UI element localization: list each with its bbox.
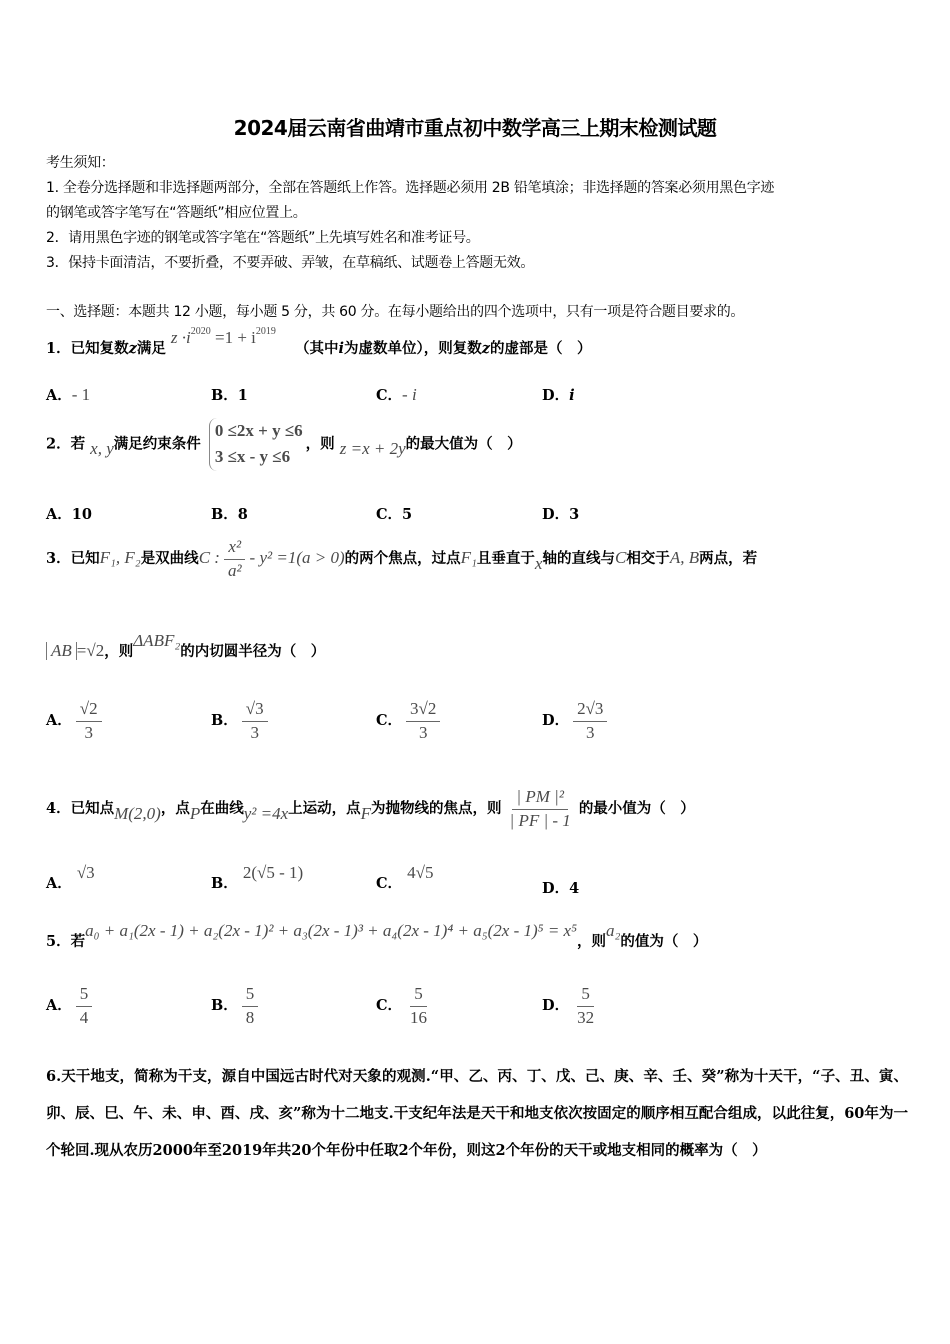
question-text: 两点，若 — [699, 550, 758, 568]
binomial-expansion: a₀ + a₁(2x - 1) + a₂(2x - 1)² + a₃(2x - 1)³ + a₄(2x - 1)⁴ + a₅(2x - 1)⁵ = x⁵ — [85, 921, 577, 940]
question-2 — [46, 418, 522, 471]
notice-item-2: 2．请用黑色字迹的钢笔或答字笔在“答题纸”上先填写姓名和准考证号。 — [46, 230, 480, 246]
question-text: 为虚数单位），则复数 — [343, 340, 482, 357]
question-text: 在曲线 — [200, 800, 244, 818]
page-title: 2024届云南省曲靖市重点初中数学高三上期末检测试题 — [233, 116, 717, 140]
q1-option-a[interactable]: A．- 1 — [46, 385, 91, 404]
math-var: z — [128, 340, 137, 357]
curve-name: C — [614, 548, 627, 568]
notice-heading: 考生须知： — [46, 155, 115, 171]
q2-option-c[interactable]: C．5 — [376, 506, 413, 523]
focus-f1: F₁ — [460, 548, 477, 568]
q3-option-c[interactable]: C． $\frac{3√2}{3}$ — [376, 700, 444, 742]
question-text: 上运动，点 — [288, 800, 361, 818]
point-m: M(2,0) — [114, 804, 161, 824]
question-text: ，则 — [305, 435, 335, 453]
question-6 — [46, 1058, 908, 1169]
question-text: ，点 — [160, 800, 190, 818]
question-number: 3． — [46, 550, 71, 568]
q2-option-b[interactable]: B．8 — [211, 506, 248, 523]
math-var: z — [481, 340, 490, 357]
question-1 — [46, 326, 592, 358]
question-4 — [46, 788, 695, 830]
q5-option-c[interactable]: C． $\frac{5}{16}$ — [376, 984, 428, 1027]
question-text: 满足 — [136, 340, 166, 357]
formula-z-i-power: $z \cdot i^{2020} =1 + i^{2019}$ — [170, 326, 276, 347]
question-number: 4． — [46, 800, 71, 818]
ratio-fraction: $\frac{\text{| PM |²}}{| PF | - 1}$ — [509, 787, 571, 830]
question-text: ，则 — [577, 933, 606, 950]
q5-option-d[interactable]: D． $\frac{5}{32}$ — [542, 984, 595, 1027]
question-text: 天干地支，简称为干支，源自中国远古时代对天象的观测.“甲、乙、丙、丁、戊、己、庚、辛、壬、癸”称为十天干，“子、丑、寅、卯、辰、巳、午、未、申、酉、戌、亥”称为十二地支.干支纪年法是天干和地支依次按固定的顺序相互配合组成，以此往复，60年为一个轮回.现从农历2000年至2019年共20个年份中任取2个年份，则这2个年份的天干或地支相同的概率为（ ） — [46, 1068, 908, 1159]
constraint-system: 0 ≤2x + y ≤6 3 ≤x - y ≤6 — [209, 418, 303, 471]
q4-option-a[interactable]: A． √3 — [46, 863, 95, 892]
question-text: 的最小值为（ ） — [578, 800, 695, 818]
objective-function: z =x + 2y — [339, 439, 406, 459]
question-number: 1． — [46, 340, 71, 357]
q1-option-b[interactable]: B．1 — [211, 387, 248, 404]
question-text: （其中 — [294, 340, 339, 357]
question-number: 5． — [46, 933, 71, 950]
point-f: F — [360, 804, 372, 824]
question-3-cont — [46, 631, 326, 661]
curve-equation: - y² =1(a > 0) — [249, 548, 345, 568]
q3-option-b[interactable]: B． $\frac{√3}{3}$ — [211, 700, 272, 742]
notice-item-1-cont: 的钢笔或答字笔写在“答题纸”相应位置上。 — [46, 205, 307, 221]
notice-item-1: 1. 全卷分选择题和非选择题两部分，全部在答题纸上作答。选择题必须用 2B 铅笔填涂；非选择题的答案必须用黑色字迹 — [46, 180, 775, 196]
question-text: 且垂直于 — [476, 550, 535, 568]
question-text: 轴的直线与 — [542, 550, 615, 568]
question-text: ，则 — [104, 643, 134, 660]
q1-option-c[interactable]: C．- i — [376, 385, 417, 404]
question-3 — [46, 538, 757, 580]
section-heading: 一、选择题：本题共 12 小题，每小题 5 分，共 60 分。在每小题给出的四个选项中，只有一项是符合题目要求的。 — [46, 304, 745, 320]
curve-label: C : — [198, 548, 220, 568]
q2-option-d[interactable]: D．3 — [542, 506, 580, 523]
parabola-equation: y² =4x — [243, 804, 289, 824]
question-text: 的最大值为（ ） — [405, 435, 522, 453]
question-number: 6. — [46, 1068, 62, 1085]
points-ab: A, B — [669, 548, 700, 568]
q4-option-d[interactable]: D．4 — [542, 880, 580, 897]
question-number: 2． — [46, 435, 71, 453]
ab-length-value: =√2 — [76, 641, 105, 660]
math-vars: x, y — [90, 439, 114, 459]
ab-length: AB — [46, 642, 77, 660]
question-text: 的两个焦点，过点 — [344, 550, 461, 568]
question-text: 的虚部是（ ） — [489, 340, 592, 357]
curve-fraction: $\frac{\text{x²}}{\text{a²}}$ — [224, 538, 246, 580]
question-text: 若 — [70, 933, 86, 950]
point-p: P — [189, 804, 201, 824]
q4-option-c[interactable]: C． 4√5 — [376, 863, 434, 892]
question-text: 的值为（ ） — [620, 933, 708, 950]
foci: F₁, F₂ — [99, 548, 141, 568]
question-text: 已知复数 — [70, 340, 129, 357]
question-text: 已知 — [70, 550, 100, 568]
question-text: 满足约束条件 — [113, 435, 201, 453]
q2-option-a[interactable]: A．10 — [46, 506, 92, 523]
q3-option-a[interactable]: A． $\frac{√2}{3}$ — [46, 700, 106, 742]
target-coefficient: a₂ — [606, 921, 621, 940]
question-text: 为抛物线的焦点，则 — [371, 800, 502, 818]
notice-item-3: 3．保持卡面清洁，不要折叠，不要弄破、弄皱，在草稿纸、试题卷上答题无效。 — [46, 255, 535, 271]
triangle: ΔABF₂ — [133, 631, 181, 650]
question-text: 若 — [70, 435, 86, 453]
math-var: i — [338, 340, 344, 357]
q1-option-d[interactable]: D．i — [542, 387, 575, 404]
question-text: 已知点 — [70, 800, 115, 818]
axis-var: x — [534, 554, 543, 574]
question-text: 的内切圆半径为（ ） — [180, 643, 326, 660]
q5-option-a[interactable]: A． $\frac{5}{4}$ — [46, 985, 96, 1027]
q4-option-b[interactable]: B． 2(√5 - 1) — [211, 863, 304, 892]
question-5 — [46, 921, 708, 951]
question-text: 是双曲线 — [140, 550, 199, 568]
q5-option-b[interactable]: B． $\frac{5}{8}$ — [211, 985, 262, 1027]
q3-option-d[interactable]: D． $\frac{2√3}{3}$ — [542, 700, 611, 742]
question-text: 相交于 — [626, 550, 670, 568]
